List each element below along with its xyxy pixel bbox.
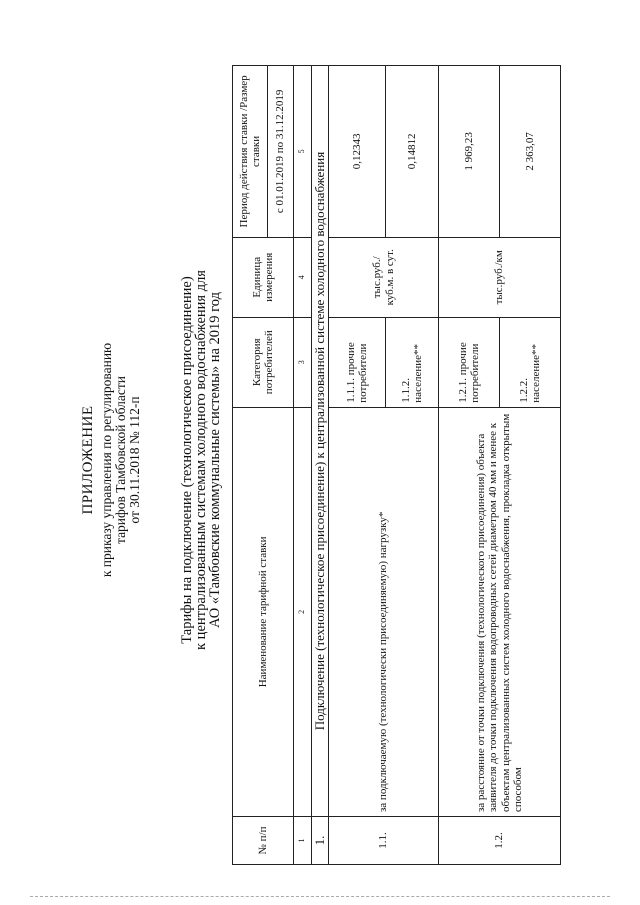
scan-edge-line bbox=[30, 896, 610, 897]
row-unit: тыс.руб./ куб.м. в сут. bbox=[329, 237, 439, 317]
doc-title-line-1: Тарифы на подключение (технологическое присоединение) bbox=[179, 276, 195, 644]
section-title: Подключение (технологическое присоединение) к централизованной системе холодного водоснабжения bbox=[311, 66, 329, 817]
appendix-line-2: тарифов Тамбовской области bbox=[113, 376, 128, 544]
column-number: 3 bbox=[294, 317, 312, 407]
header-period: Период действия ставки /Размер ставки bbox=[233, 66, 268, 238]
row-value: 2 363,07 bbox=[500, 66, 561, 238]
header-period-range: с 01.01.2019 по 31.12.2019 bbox=[268, 66, 294, 238]
column-number: 1 bbox=[294, 817, 312, 865]
section-row bbox=[311, 66, 329, 865]
row-value: 0,12343 bbox=[329, 66, 386, 238]
row-num: 1.2. bbox=[439, 817, 561, 865]
row-num: 1.1. bbox=[329, 817, 439, 865]
row-category: 1.2.1. прочие потребители bbox=[439, 317, 500, 407]
header-category: Категория потребителей bbox=[233, 317, 294, 407]
header-unit: Единица измерения bbox=[233, 237, 294, 317]
appendix-title: ПРИЛОЖЕНИЕ bbox=[80, 405, 96, 515]
row-category: 1.1.2. население** bbox=[386, 317, 439, 407]
row-name: за расстояние от точки подключения (технологического присоединения) объекта заявителя до точки подключения водопроводных сетей диаметром 40 мм и менее к объектам централизованных систем холодного водоснабжения, прокладка открытым способом bbox=[439, 407, 561, 816]
doc-title-line-3: АО «Тамбовские коммунальные системы» на 2019 год bbox=[207, 292, 223, 628]
column-number: 2 bbox=[294, 407, 312, 816]
row-value: 1 969,23 bbox=[439, 66, 500, 238]
doc-title-line-2: к централизованным системам холодного водоснабжения для bbox=[193, 270, 209, 650]
column-number-row bbox=[294, 66, 312, 865]
row-category: 1.1.1. прочие потребители bbox=[329, 317, 386, 407]
header-name: Наименование тарифной ставки bbox=[233, 407, 294, 816]
row-category: 1.2.2. население** bbox=[500, 317, 561, 407]
column-number: 5 bbox=[294, 66, 312, 238]
appendix-line-3: от 30.11.2018 № 112-п bbox=[127, 396, 142, 524]
row-value: 0,14812 bbox=[386, 66, 439, 238]
tariff-table bbox=[232, 65, 561, 865]
appendix-line-1: к приказу управления по регулированию bbox=[99, 342, 114, 578]
table-row bbox=[439, 66, 500, 865]
table-header-row bbox=[233, 66, 268, 865]
column-number: 4 bbox=[294, 237, 312, 317]
header-num: № п/п bbox=[233, 817, 294, 865]
section-num: 1. bbox=[311, 817, 329, 865]
row-unit: тыс.руб./км bbox=[439, 237, 561, 317]
table-row bbox=[329, 66, 386, 865]
rotated-content bbox=[80, 55, 640, 865]
row-name: за подключаемую (технологически присоединяемую) нагрузку* bbox=[329, 407, 439, 816]
